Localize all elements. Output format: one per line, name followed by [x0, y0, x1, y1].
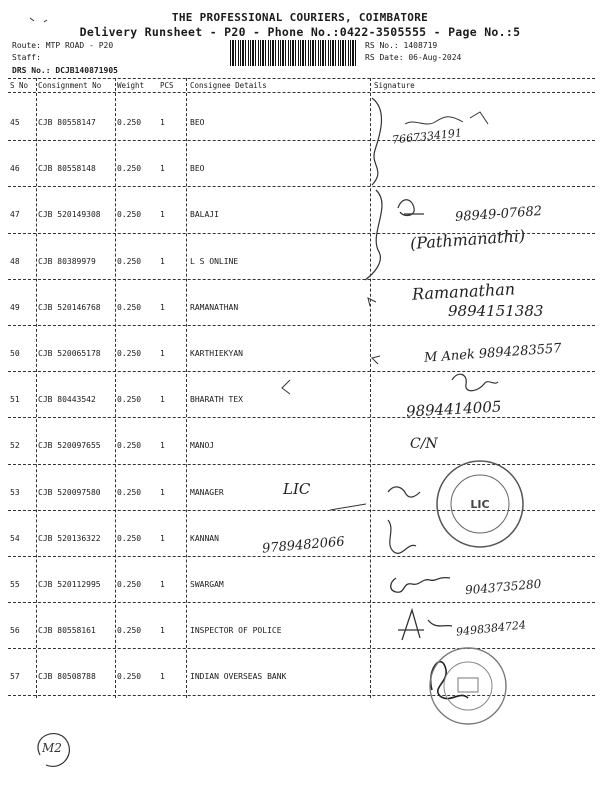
row-details: MANAGER: [190, 487, 224, 497]
row-details: KARTHIEKYAN: [190, 349, 243, 358]
row-details: RAMANATHAN: [190, 302, 239, 312]
row-sno: 54: [10, 533, 20, 543]
handwriting-r51-phone: 9894414005: [405, 397, 502, 421]
row-details: BEO: [190, 118, 205, 127]
signature-arrow: [282, 380, 366, 510]
row-weight: 0.250: [117, 580, 142, 589]
row-weight: 0.250: [117, 672, 142, 682]
staff-label: Staff:: [12, 53, 41, 62]
row-sno: 46: [10, 164, 20, 174]
row-consignment: CJB 80558161: [38, 626, 96, 636]
row-details: SWARGAM: [190, 580, 224, 589]
row-details: KANNAN: [190, 533, 219, 543]
bank-stamp-emblem: [458, 678, 478, 692]
row-pcs: 1: [160, 580, 165, 589]
row-pcs: 1: [160, 302, 165, 312]
row-pcs: 1: [160, 164, 165, 174]
row-weight: 0.250: [117, 302, 142, 312]
signature-r54: [388, 520, 416, 553]
row-sno: 53: [10, 487, 20, 497]
row-consignment: CJB 80389979: [38, 256, 96, 266]
signature-r53: [388, 487, 420, 497]
bracket-stroke: [372, 98, 381, 185]
row-consignment: CJB 520097580: [38, 487, 101, 497]
col-weight: Weight: [117, 81, 145, 90]
signature-r56: [398, 610, 452, 640]
row-pcs: 1: [160, 395, 165, 405]
corner-mark-text: M2: [42, 741, 62, 755]
row-weight: 0.250: [117, 256, 142, 266]
row-sno: 49: [10, 302, 20, 312]
handwriting-r45: 7667334191: [391, 126, 463, 147]
handwriting-r55-phone: 9043735280: [464, 576, 542, 598]
rs-number: RS No.: 1408719: [365, 41, 438, 50]
row-consignment: CJB 80443542: [38, 395, 96, 405]
row-details: INSPECTOR OF POLICE: [190, 626, 282, 636]
row-sno: 55: [10, 580, 20, 589]
row-pcs: 1: [160, 441, 165, 451]
row-pcs: 1: [160, 672, 165, 682]
bank-stamp-inner: [444, 662, 492, 710]
lic-stamp-text: LIC: [470, 498, 490, 511]
row-consignment: CJB 80558147: [38, 118, 96, 127]
col-details: Consignee Details: [190, 81, 267, 90]
company-title: THE PROFESSIONAL COURIERS, COIMBATORE: [171, 11, 429, 24]
row-consignment: CJB 520097655: [38, 441, 101, 451]
row-details: INDIAN OVERSEAS BANK: [190, 672, 287, 682]
runsheet-subtitle: Delivery Runsheet - P20 - Phone No.:0422-3505555 - Page No.:5: [79, 25, 521, 39]
corner-tick: [30, 18, 47, 22]
row-details: BHARATH TEX: [190, 395, 243, 405]
row-pcs: 1: [160, 118, 165, 127]
signature-r47: [398, 200, 424, 216]
row-consignment: CJB 520065178: [38, 349, 101, 358]
row-consignment: CJB 520136322: [38, 533, 101, 543]
bank-stamp-outer: [430, 648, 506, 724]
signature-arrow: [368, 298, 380, 364]
row-consignment: CJB 520112995: [38, 580, 101, 589]
row-weight: 0.250: [117, 164, 142, 174]
handwriting-r49-phone: 9894151383: [448, 302, 544, 320]
row-consignment: CJB 520146768: [38, 302, 101, 312]
row-details: BEO: [190, 164, 205, 174]
row-consignment: CJB 80558148: [38, 164, 96, 174]
col-signature: Signature: [374, 81, 415, 90]
col-consignment: Consignment No: [38, 81, 102, 90]
row-sno: 45: [10, 118, 20, 127]
row-weight: 0.250: [117, 349, 142, 358]
row-details: MANOJ: [190, 441, 215, 451]
row-details: BALAJI: [190, 210, 219, 220]
signature-r55: [391, 578, 450, 593]
handwriting-r56-phone: 9498384724: [455, 618, 527, 639]
row-weight: 0.250: [117, 395, 142, 405]
row-details: L S ONLINE: [190, 256, 239, 266]
handwriting-r47-phone: 98949-07682: [454, 203, 543, 226]
row-sno: 52: [10, 441, 20, 451]
row-weight: 0.250: [117, 626, 142, 636]
row-pcs: 1: [160, 533, 165, 543]
row-weight: 0.250: [117, 210, 142, 220]
col-pcs: PCS: [160, 81, 174, 90]
bracket-stroke: [365, 190, 382, 280]
row-consignment: CJB 520149308: [38, 210, 101, 220]
handwriting-r54-phone: 9789482066: [261, 534, 346, 557]
row-sno: 51: [10, 395, 20, 405]
row-weight: 0.250: [117, 533, 142, 543]
signature-r45: [405, 112, 488, 124]
col-sno: S No: [10, 81, 29, 90]
handwriting-r53: LIC: [283, 480, 311, 498]
row-pcs: 1: [160, 349, 165, 358]
row-sno: 48: [10, 256, 20, 266]
drs-number: DRS No.: DCJB140871905: [12, 66, 118, 75]
row-pcs: 1: [160, 210, 165, 220]
row-consignment: CJB 80508788: [38, 672, 96, 682]
row-weight: 0.250: [117, 487, 142, 497]
route-label: Route: MTP ROAD - P20: [12, 41, 114, 50]
handwriting-r50: M Anek 9894283557: [423, 341, 562, 366]
row-sno: 57: [10, 672, 20, 682]
rs-date: RS Date: 06-Aug-2024: [365, 53, 462, 62]
row-weight: 0.250: [117, 118, 142, 127]
handwriting-r49-name: Ramanathan: [411, 279, 516, 304]
signature-r57: [431, 662, 468, 699]
handwriting-r48-name: (Pathmanathi): [409, 226, 526, 253]
row-sno: 56: [10, 626, 20, 636]
handwriting-r52: C/N: [410, 436, 438, 452]
row-sno: 47: [10, 210, 20, 220]
signature-r51: [452, 374, 498, 391]
row-pcs: 1: [160, 626, 165, 636]
row-weight: 0.250: [117, 441, 142, 451]
row-pcs: 1: [160, 256, 165, 266]
row-sno: 50: [10, 349, 20, 358]
row-pcs: 1: [160, 487, 165, 497]
